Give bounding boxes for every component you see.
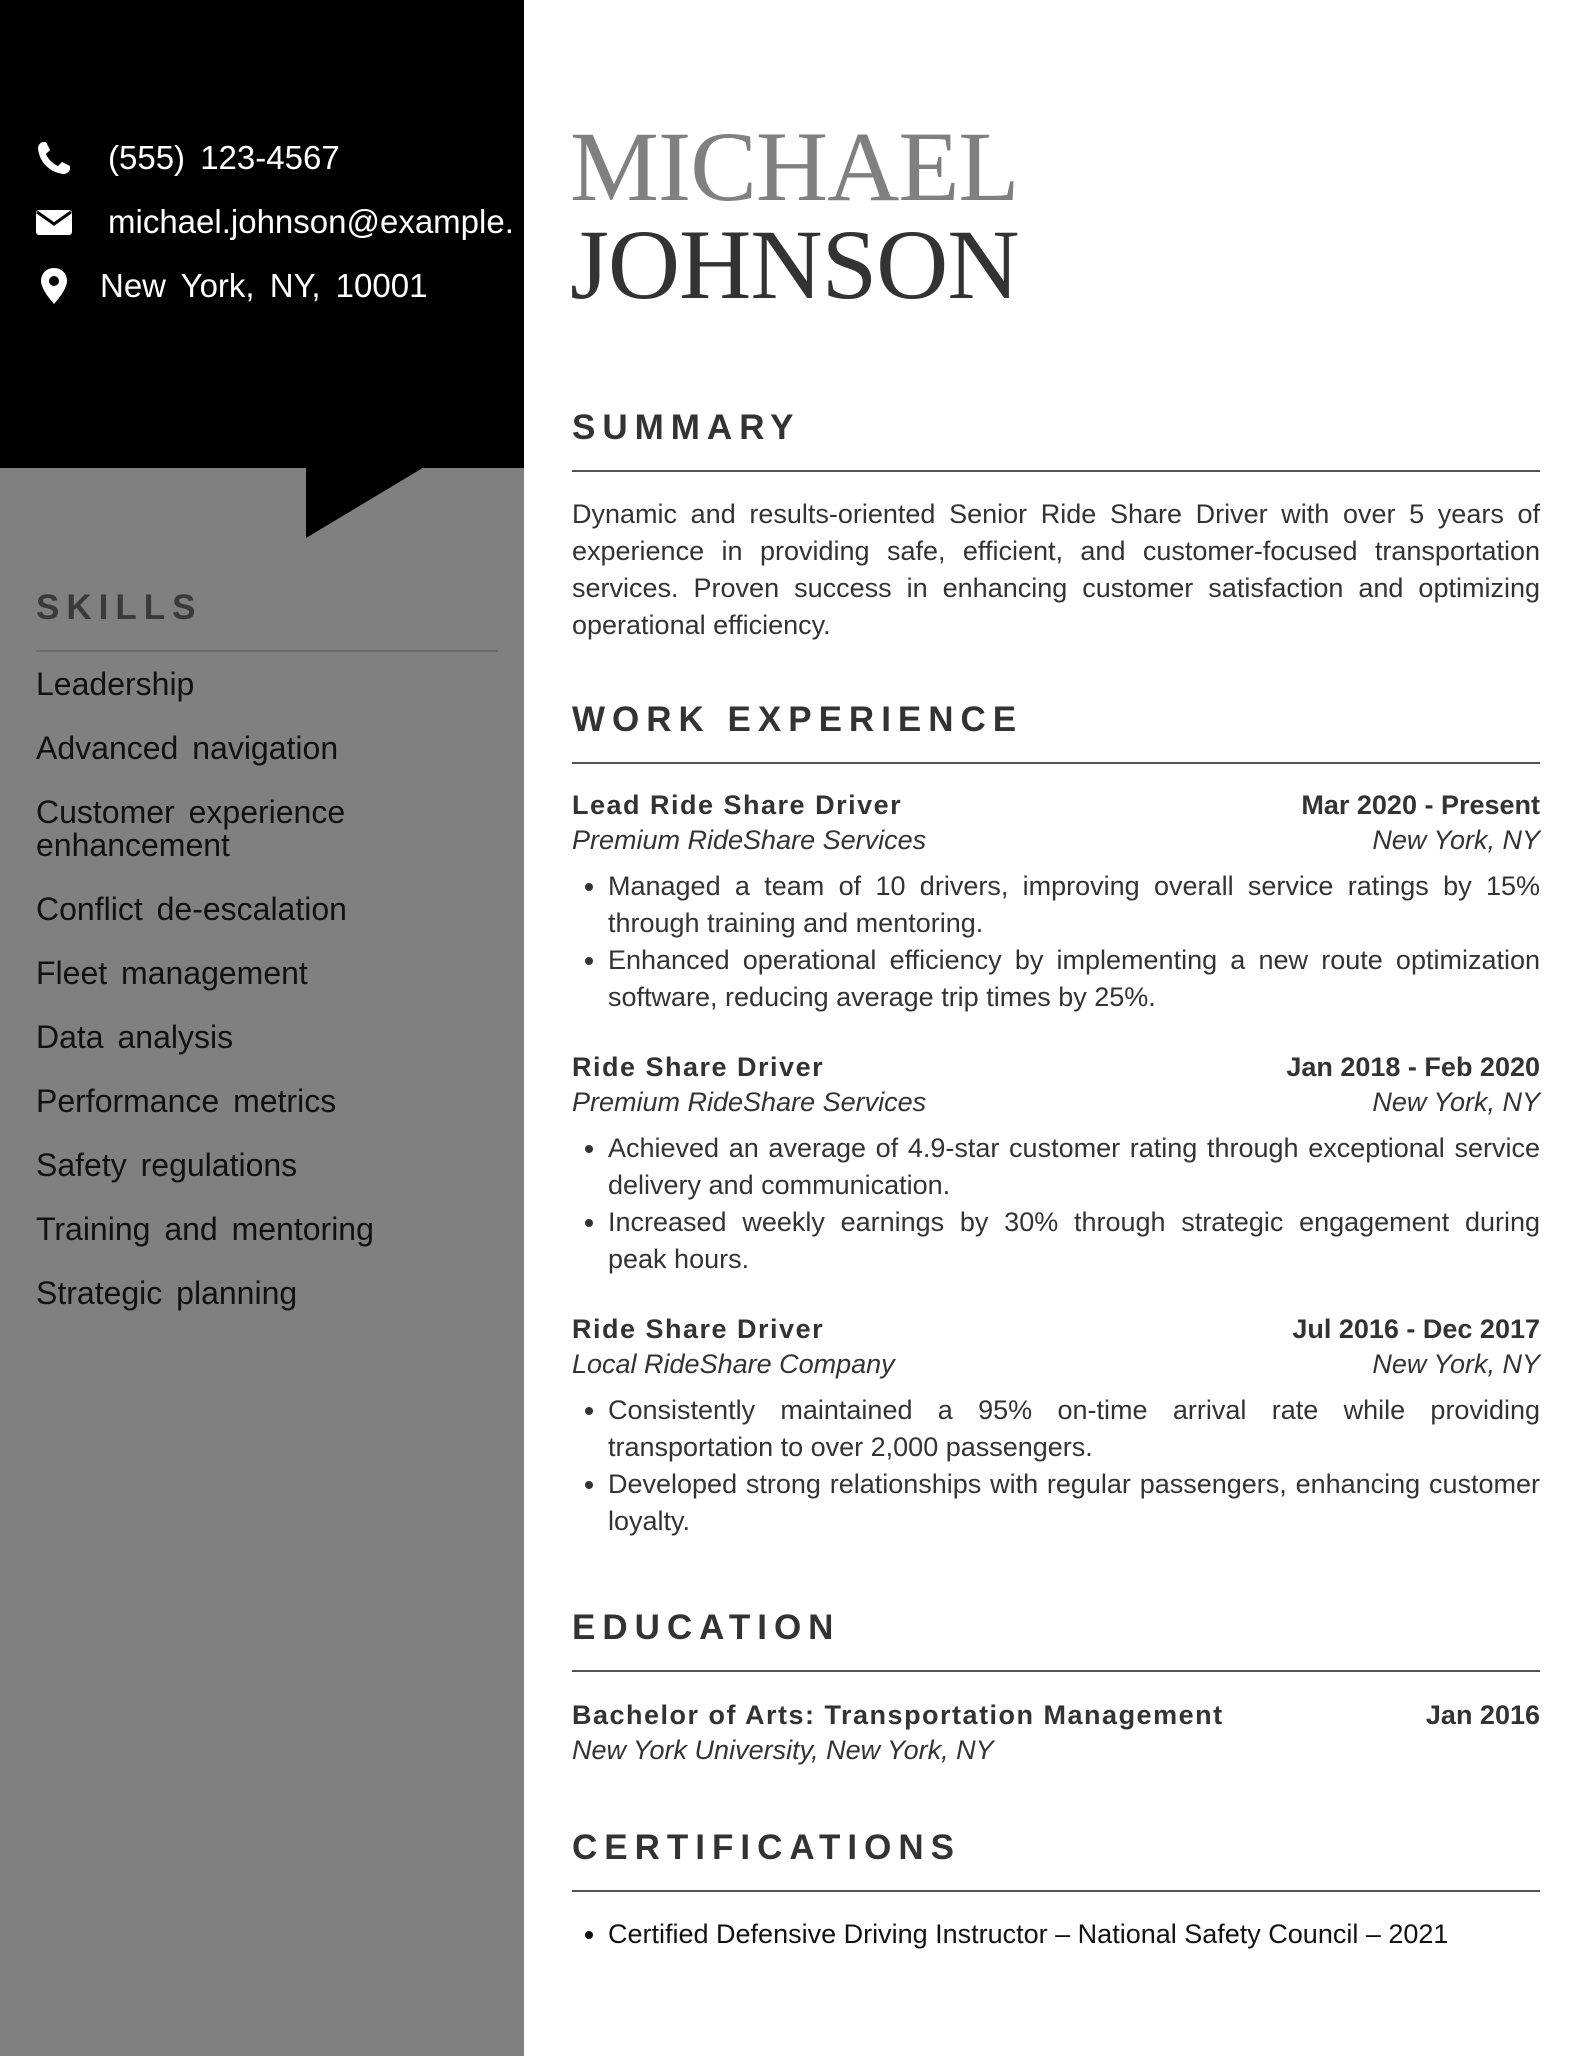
job-dates: Jul 2016 - Dec 2017 [1292, 1314, 1540, 1344]
envelope-icon [34, 202, 74, 242]
job-location: New York, NY [1372, 1087, 1540, 1117]
certification-item: • Certified Defensive Driving Instructor – National Safety Council – 2021 [608, 1916, 1540, 1953]
skill-item: Leadership [36, 666, 195, 702]
summary-text: Dynamic and results-oriented Senior Ride Share Driver with over 5 years of experience in providing safe, efficient, and customer-focused transportation services. Proven success in enhancing customer satisfaction and optimizing operational efficiency. [572, 499, 1540, 640]
email-text: michael.johnson@example. [108, 203, 514, 240]
skills-list [36, 668, 456, 1341]
job-dates: Mar 2020 - Present [1301, 790, 1540, 820]
school: New York University, New York, NY [572, 1735, 994, 1765]
job-bullet: • Managed a team of 10 drivers, improving overall service ratings by 15% through training and mentoring. [608, 868, 1540, 942]
certification-list [572, 1916, 1540, 1953]
phone-icon [34, 138, 74, 178]
job-bullets [572, 1130, 1540, 1278]
experience-header [572, 700, 1540, 764]
skill-item: Customer experience enhancement [36, 794, 346, 863]
graduation-date: Jan 2016 [1425, 1700, 1540, 1730]
job-location: New York, NY [1372, 1349, 1540, 1379]
contact-email [34, 202, 524, 242]
candidate-name [570, 111, 1019, 320]
experience-heading: WORK EXPERIENCE [572, 700, 1024, 739]
job-bullet: • Developed strong relationships with regular passengers, enhancing customer loyalty. [608, 1466, 1540, 1540]
contact-location [34, 266, 524, 306]
job-entry [572, 1052, 1540, 1278]
job-entry [572, 1314, 1540, 1540]
last-name: JOHNSON [570, 209, 1019, 320]
job-bullet: • Enhanced operational efficiency by implementing a new route optimization software, reducing average trip times by 25%. [608, 942, 1540, 1016]
skill-item: Conflict de-escalation [36, 891, 347, 927]
summary-divider [572, 470, 1540, 472]
education-section [572, 1608, 1540, 1766]
education-heading: EDUCATION [572, 1608, 841, 1647]
contact-phone [34, 138, 524, 178]
job-dates: Jan 2018 - Feb 2020 [1286, 1052, 1540, 1082]
certifications-heading: CERTIFICATIONS [572, 1828, 962, 1867]
education-divider [572, 1670, 1540, 1672]
degree: Bachelor of Arts: Transportation Management [572, 1700, 1224, 1730]
first-name: MICHAEL [570, 111, 1019, 222]
certifications-divider [572, 1890, 1540, 1892]
job-bullet: • Increased weekly earnings by 30% through strategic engagement during peak hours. [608, 1204, 1540, 1278]
skill-item: Safety regulations [36, 1147, 298, 1183]
job-company: Local RideShare Company [572, 1349, 895, 1379]
job-bullet: • Achieved an average of 4.9-star customer rating through exceptional service delivery and communication. [608, 1130, 1540, 1204]
job-bullets [572, 868, 1540, 1016]
summary-heading: SUMMARY [572, 408, 801, 447]
job-bullet: • Consistently maintained a 95% on-time arrival rate while providing transportation to over 2,000 passengers. [608, 1392, 1540, 1466]
job-company: Premium RideShare Services [572, 1087, 927, 1117]
experience-divider [572, 762, 1540, 764]
skill-item: Fleet management [36, 955, 308, 991]
job-title: Ride Share Driver [572, 1052, 825, 1082]
sidebar-notch [306, 466, 426, 538]
skills-divider [36, 650, 498, 652]
certifications-section [572, 1828, 1540, 1953]
location-text: New York, NY, 10001 [100, 267, 428, 304]
phone-text: (555) 123-4567 [108, 139, 340, 176]
job-title: Lead Ride Share Driver [572, 790, 903, 820]
skill-item: Advanced navigation [36, 730, 339, 766]
job-bullets [572, 1392, 1540, 1540]
job-entry [572, 790, 1540, 1016]
job-title: Ride Share Driver [572, 1314, 825, 1344]
skills-heading: SKILLS [36, 588, 203, 627]
summary-section [572, 408, 1540, 644]
map-pin-icon [34, 266, 74, 306]
job-company: Premium RideShare Services [572, 825, 927, 855]
skill-item: Data analysis [36, 1019, 234, 1055]
skill-item: Performance metrics [36, 1083, 337, 1119]
skill-item: Training and mentoring [36, 1211, 374, 1247]
skill-item: Strategic planning [36, 1275, 298, 1311]
job-location: New York, NY [1372, 825, 1540, 855]
